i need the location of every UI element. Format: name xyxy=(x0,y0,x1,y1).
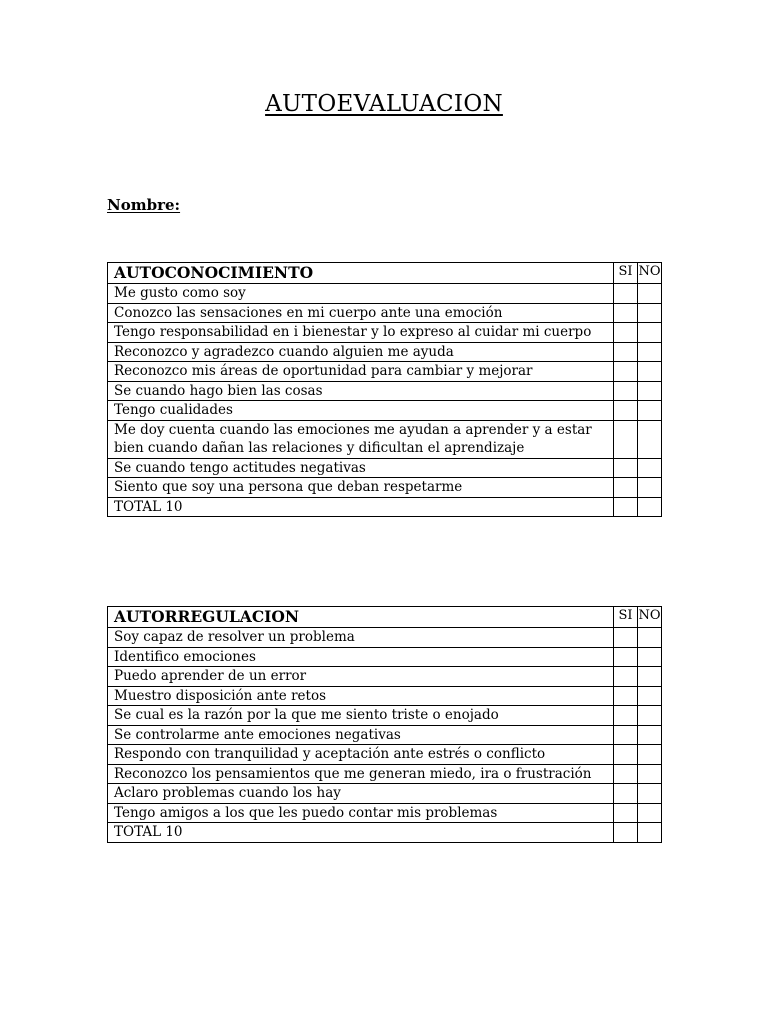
si-checkbox-cell[interactable] xyxy=(614,764,638,784)
no-checkbox-cell[interactable] xyxy=(638,458,662,478)
item-text: Siento que soy una persona que deban respetarme xyxy=(108,478,614,498)
item-text: Se controlarme ante emociones negativas xyxy=(108,725,614,745)
table-row xyxy=(108,686,662,706)
si-checkbox-cell[interactable] xyxy=(614,458,638,478)
item-text: Tengo cualidades xyxy=(108,401,614,421)
no-checkbox-cell[interactable] xyxy=(638,323,662,343)
name-label: Nombre: xyxy=(107,196,181,214)
autoconocimiento-table xyxy=(107,262,662,517)
si-checkbox-cell[interactable] xyxy=(614,784,638,804)
si-checkbox-cell[interactable] xyxy=(614,401,638,421)
no-checkbox-cell[interactable] xyxy=(638,628,662,648)
si-checkbox-cell[interactable] xyxy=(614,686,638,706)
item-text: Respondo con tranquilidad y aceptación ante estrés o conflicto xyxy=(108,745,614,765)
si-checkbox-cell[interactable] xyxy=(614,381,638,401)
column-header-no: NO xyxy=(638,607,662,628)
item-text: Se cual es la razón por la que me siento triste o enojado xyxy=(108,706,614,726)
si-checkbox-cell[interactable] xyxy=(614,667,638,687)
si-checkbox-cell[interactable] xyxy=(614,362,638,382)
si-checkbox-cell[interactable] xyxy=(614,420,638,458)
table-row xyxy=(108,401,662,421)
no-checkbox-cell[interactable] xyxy=(638,401,662,421)
item-text: Aclaro problemas cuando los hay xyxy=(108,784,614,804)
si-checkbox-cell[interactable] xyxy=(614,323,638,343)
total-label: TOTAL 10 xyxy=(108,497,614,517)
no-checkbox-cell[interactable] xyxy=(638,284,662,304)
no-checkbox-cell[interactable] xyxy=(638,745,662,765)
total-label: TOTAL 10 xyxy=(108,823,614,843)
si-checkbox-cell[interactable] xyxy=(614,725,638,745)
no-checkbox-cell[interactable] xyxy=(638,478,662,498)
table-row xyxy=(108,803,662,823)
table-row xyxy=(108,478,662,498)
table-row xyxy=(108,323,662,343)
table-row xyxy=(108,362,662,382)
total-row xyxy=(108,823,662,843)
item-text: Reconozco los pensamientos que me generan miedo, ira o frustración xyxy=(108,764,614,784)
table-header-row xyxy=(108,607,662,628)
item-text: Se cuando tengo actitudes negativas xyxy=(108,458,614,478)
si-checkbox-cell[interactable] xyxy=(614,342,638,362)
no-checkbox-cell[interactable] xyxy=(638,381,662,401)
table-row xyxy=(108,725,662,745)
column-header-no: NO xyxy=(638,263,662,284)
no-checkbox-cell[interactable] xyxy=(638,725,662,745)
item-text: Se cuando hago bien las cosas xyxy=(108,381,614,401)
si-checkbox-cell[interactable] xyxy=(614,478,638,498)
table-row xyxy=(108,342,662,362)
item-text: Muestro disposición ante retos xyxy=(108,686,614,706)
si-checkbox-cell[interactable] xyxy=(614,803,638,823)
no-checkbox-cell[interactable] xyxy=(638,420,662,458)
no-checkbox-cell[interactable] xyxy=(638,686,662,706)
si-checkbox-cell[interactable] xyxy=(614,303,638,323)
item-text: Me gusto como soy xyxy=(108,284,614,304)
item-text: Tengo amigos a los que les puedo contar mis problemas xyxy=(108,803,614,823)
no-checkbox-cell[interactable] xyxy=(638,362,662,382)
item-text: Puedo aprender de un error xyxy=(108,667,614,687)
column-header-si: SI xyxy=(614,263,638,284)
si-checkbox-cell[interactable] xyxy=(614,628,638,648)
no-checkbox-cell[interactable] xyxy=(638,803,662,823)
no-checkbox-cell[interactable] xyxy=(638,764,662,784)
item-text: Reconozco mis áreas de oportunidad para cambiar y mejorar xyxy=(108,362,614,382)
table-row xyxy=(108,667,662,687)
section-heading: AUTOCONOCIMIENTO xyxy=(108,263,614,284)
table-row xyxy=(108,784,662,804)
item-text: Soy capaz de resolver un problema xyxy=(108,628,614,648)
item-text: Identifico emociones xyxy=(108,647,614,667)
no-checkbox-cell[interactable] xyxy=(638,342,662,362)
total-row xyxy=(108,497,662,517)
no-checkbox-cell[interactable] xyxy=(638,647,662,667)
item-text: Me doy cuenta cuando las emociones me ayudan a aprender y a estar bien cuando dañan las relaciones y dificultan el aprendizaje xyxy=(108,420,614,458)
table-row xyxy=(108,628,662,648)
table-header-row xyxy=(108,263,662,284)
section-heading: AUTORREGULACION xyxy=(108,607,614,628)
table-row xyxy=(108,458,662,478)
si-checkbox-cell[interactable] xyxy=(614,647,638,667)
table-row xyxy=(108,303,662,323)
no-total-cell[interactable] xyxy=(638,823,662,843)
no-checkbox-cell[interactable] xyxy=(638,667,662,687)
si-checkbox-cell[interactable] xyxy=(614,284,638,304)
si-total-cell[interactable] xyxy=(614,823,638,843)
table-row xyxy=(108,420,662,458)
table-row xyxy=(108,381,662,401)
table-row xyxy=(108,647,662,667)
item-text: Conozco las sensaciones en mi cuerpo ante una emoción xyxy=(108,303,614,323)
table-row xyxy=(108,764,662,784)
si-checkbox-cell[interactable] xyxy=(614,706,638,726)
table-row xyxy=(108,284,662,304)
item-text: Reconozco y agradezco cuando alguien me ayuda xyxy=(108,342,614,362)
no-total-cell[interactable] xyxy=(638,497,662,517)
page-title: AUTOEVALUACION xyxy=(265,91,503,117)
table-row xyxy=(108,706,662,726)
table-row xyxy=(108,745,662,765)
si-checkbox-cell[interactable] xyxy=(614,745,638,765)
no-checkbox-cell[interactable] xyxy=(638,784,662,804)
no-checkbox-cell[interactable] xyxy=(638,706,662,726)
item-text: Tengo responsabilidad en i bienestar y lo expreso al cuidar mi cuerpo xyxy=(108,323,614,343)
autorregulacion-table xyxy=(107,606,662,843)
si-total-cell[interactable] xyxy=(614,497,638,517)
no-checkbox-cell[interactable] xyxy=(638,303,662,323)
column-header-si: SI xyxy=(614,607,638,628)
